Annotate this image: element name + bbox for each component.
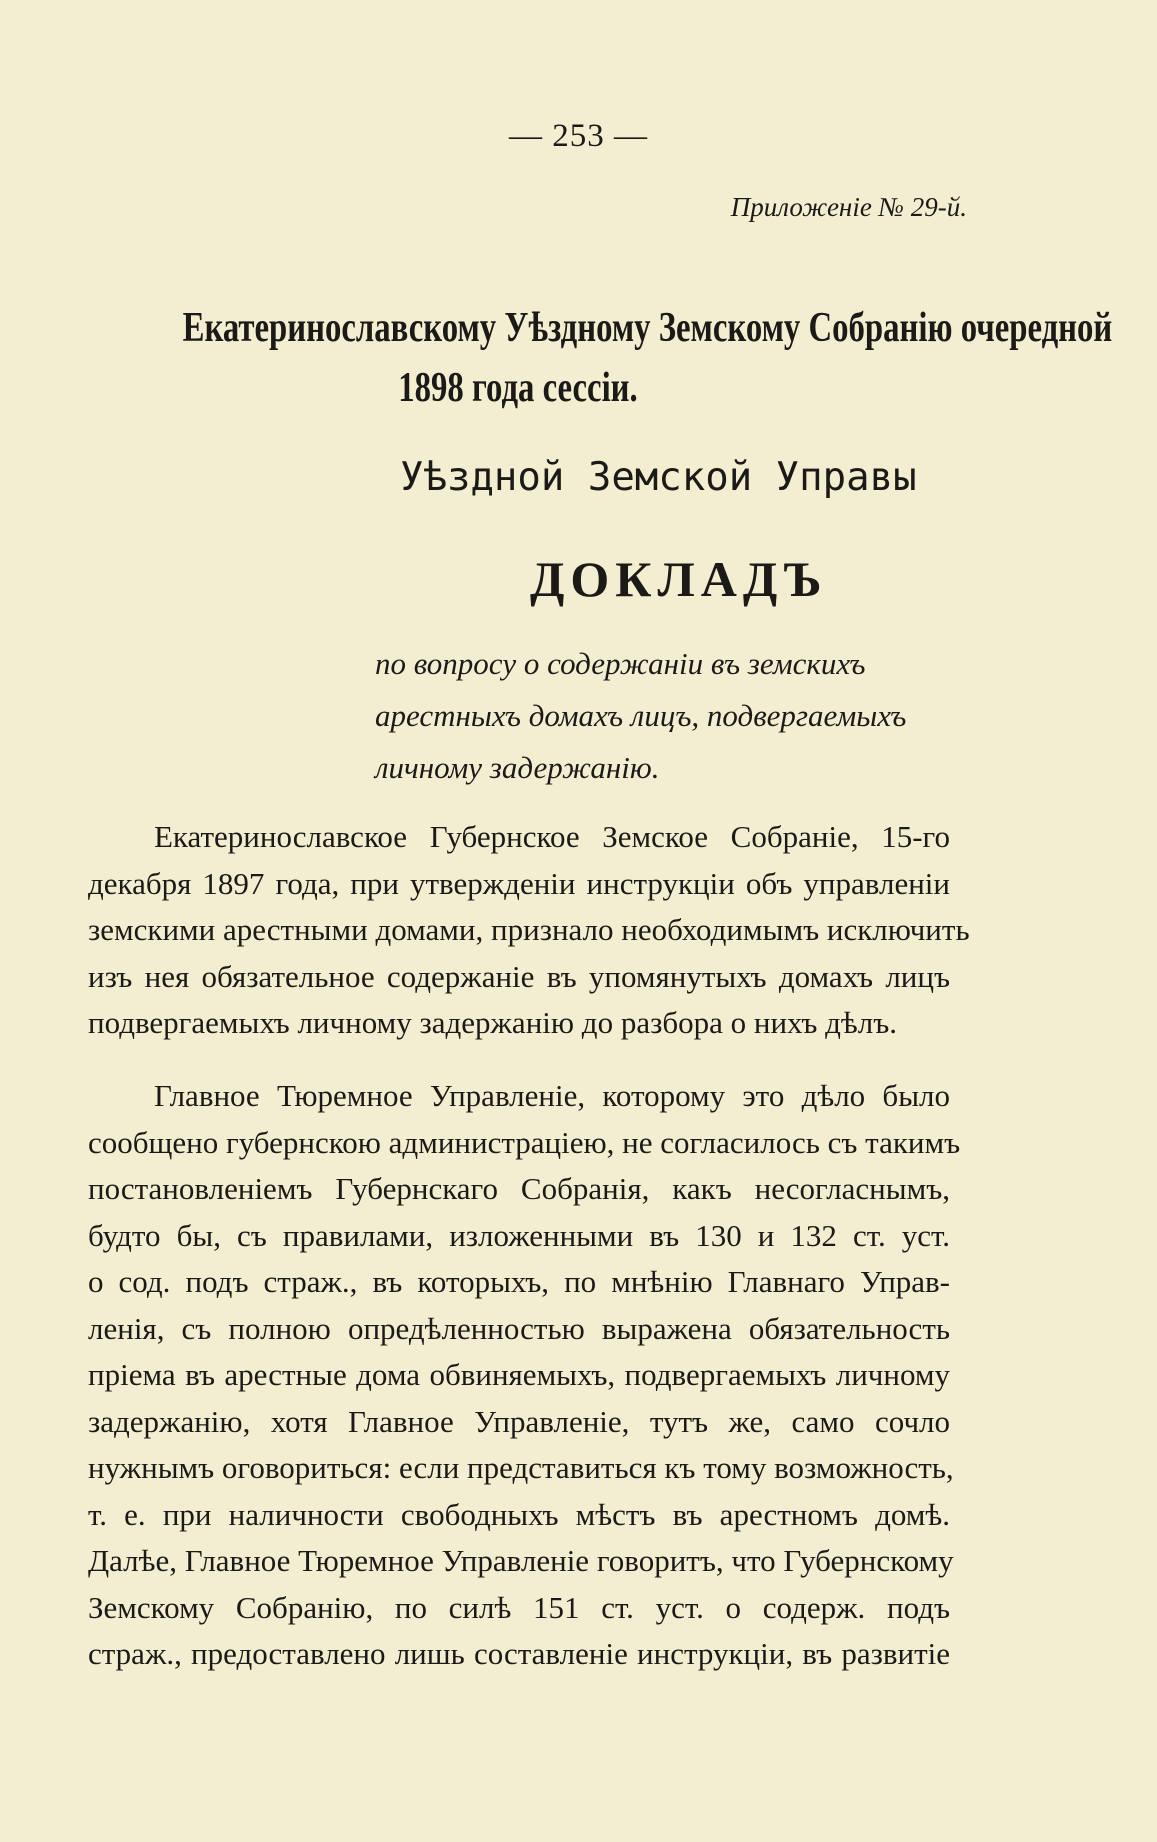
- subject-line: по вопросу о содержаніи въ земскихъ: [375, 646, 866, 681]
- text-line: пріема въ арестные дома обвиняемыхъ, подвергаемыхъ личному: [88, 1357, 950, 1392]
- text-line: Далѣе, Главное Тюремное Управленіе говоритъ, что Губернскому: [88, 1543, 954, 1578]
- text-line: Земскому Собранію, по силѣ 151 ст. уст. о содерж. подъ: [88, 1589, 950, 1625]
- text-line: нужнымъ оговориться: если представиться къ тому возможность,: [88, 1450, 954, 1485]
- text-line: т. е. при наличности свободныхъ мѣстъ въ арестномъ домѣ.: [88, 1496, 950, 1532]
- text-line: ленія, съ полною опредѣленностью выражена обязательность: [88, 1310, 950, 1346]
- page-number: — 253 —: [509, 118, 648, 154]
- text-line: земскими арестными домами, признало необходимымъ исключить: [88, 912, 970, 947]
- addressee-line: Екатеринославскому Уѣздному Земскому Собранію очередной: [182, 305, 1113, 351]
- addressee-line: 1898 года сессіи.: [398, 365, 638, 411]
- text-line: декабря 1897 года, при утвержденіи инструкціи объ управленіи: [88, 865, 950, 901]
- body-paragraph: [88, 1073, 961, 1678]
- board-name: Уѣздной Земской Управы: [400, 455, 917, 500]
- report-title: ДОКЛАДЪ: [530, 551, 828, 607]
- text-line: задержанію, хотя Главное Управленіе, тутъ же, само сочло: [88, 1403, 950, 1439]
- subject-line: личному задержанію.: [375, 750, 660, 785]
- text-line: страж., предоставлено лишь составленіе инструкціи, въ развитіе: [88, 1636, 950, 1671]
- body-paragraph: [88, 814, 970, 1047]
- addressee-heading: [182, 298, 1113, 418]
- text-line: изъ нея обязательное содержаніе въ упомянутыхъ домахъ лицъ: [88, 958, 950, 994]
- appendix-label: Приложеніе № 29-й.: [730, 192, 967, 222]
- text-line: Екатеринославское Губернское Земское Собраніе, 15-го: [154, 819, 950, 854]
- text-line: сообщено губернскою администраціею, не согласилось съ такимъ: [88, 1124, 961, 1160]
- text-line: о сод. подъ страж., въ которыхъ, по мнѣнію Главнаго Управ-: [88, 1264, 950, 1299]
- text-line: постановленіемъ Губернскаго Собранія, какъ несогласнымъ,: [88, 1171, 950, 1206]
- text-line: Главное Тюремное Управленіе, которому это дѣло было: [154, 1078, 950, 1113]
- report-subject: [375, 638, 950, 794]
- text-line: будто бы, съ правилами, изложенными въ 130 и 132 ст. уст.: [88, 1217, 950, 1253]
- subject-line: арестныхъ домахъ лицъ, подвергаемыхъ: [375, 698, 907, 733]
- text-line: подвергаемыхъ личному задержанію до разбора о нихъ дѣлъ.: [88, 1005, 897, 1040]
